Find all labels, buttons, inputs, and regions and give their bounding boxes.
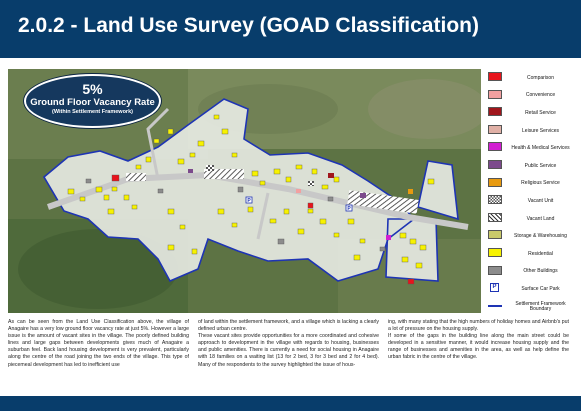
storage-warehousing-swatch bbox=[488, 230, 502, 239]
legend-label: Comparison bbox=[527, 74, 554, 81]
vacancy-rate-label: Ground Floor Vacancy Rate bbox=[30, 97, 155, 108]
text-column-1 bbox=[8, 319, 189, 369]
legend-label: Surface Car Park bbox=[521, 285, 560, 292]
svg-text:P: P bbox=[247, 198, 251, 204]
paragraph: ing, with many stating that the high numbers of holiday homes and Airbnb's put a lot of pressure on the housing supply. bbox=[388, 319, 569, 333]
legend-item-vacant-unit bbox=[486, 193, 576, 211]
legend-item-public-service bbox=[486, 158, 576, 176]
legend-item-storage-warehousing bbox=[486, 228, 576, 246]
legend-label: Other Buildings bbox=[523, 268, 558, 275]
car-park-icon: P bbox=[490, 283, 499, 292]
legend-label: Public Service bbox=[524, 162, 557, 169]
page-title: 2.0.2 - Land Use Survey (GOAD Classification) bbox=[18, 14, 479, 37]
retail-service-swatch bbox=[488, 107, 502, 116]
legend-item-residential bbox=[486, 246, 576, 264]
legend-label: Residential bbox=[528, 250, 553, 257]
legend-label: Religious Service bbox=[521, 180, 560, 187]
legend-label: Retail Service bbox=[525, 109, 556, 116]
legend-label: Storage & Warehousing bbox=[514, 233, 567, 240]
religious-service-swatch bbox=[488, 178, 502, 187]
text-column-2 bbox=[198, 319, 379, 369]
legend-item-comparison bbox=[486, 70, 576, 88]
vacancy-rate-value: 5% bbox=[82, 81, 103, 97]
legend-label: Vacant Land bbox=[526, 215, 555, 222]
paragraph: As can be seen from the Land Use Classification above, the village of Anagaire has a very low ground floor vacancy rate at just 5%. However a large issue is the amount of vacant sites in the village. The poorly defined building lines and large gaps between developments gives much of Anagaire a suburban feel. Back land housing development is very prevalent, particularly along the centre of the road joining the two ends of the village. This type of piecemeal development has led to inefficient use bbox=[8, 319, 189, 368]
legend-item-retail-service bbox=[486, 105, 576, 123]
residential-swatch bbox=[488, 248, 502, 257]
body-text bbox=[8, 319, 571, 369]
leisure-services-swatch bbox=[488, 125, 502, 134]
paragraph: of land within the settlement framework, and a village which is lacking a clearly defined urban centre. bbox=[198, 319, 379, 333]
legend-label: Convenience bbox=[525, 92, 556, 99]
map-legend bbox=[486, 70, 576, 316]
legend-label: Settlement Framework Boundary bbox=[515, 300, 566, 313]
page-header bbox=[0, 0, 581, 58]
paragraph: If some of the gaps in the building line along the main street could be developed in a sensitive manner, it would increase housing supply and the range of businesses and amenities in the area, as well as help define the urban fabric in the centre of the village. bbox=[388, 333, 569, 361]
vacancy-rate-badge bbox=[24, 74, 161, 128]
legend-item-surface-car-park bbox=[486, 281, 576, 299]
legend-item-settlement-boundary bbox=[486, 299, 576, 317]
paragraph: These vacant sites provide opportunities for a more coordinated and cohesive approach to development in the village with regards to housing, businesses and public amenities. There is currently a need for social housing in Anagaire with 18 families on a waiting list (13 for 2 bed, 3 for 3 bed and 2 for 4 bed). Many of the respondents to the survey highlighted the issue of hous- bbox=[198, 333, 379, 368]
legend-item-leisure-services bbox=[486, 123, 576, 141]
legend-label: Health & Medical Services bbox=[511, 145, 570, 152]
legend-label: Leisure Services bbox=[522, 127, 559, 134]
other-buildings-swatch bbox=[488, 266, 502, 275]
vacancy-rate-sublabel: (Within Settlement Framework) bbox=[52, 109, 133, 115]
svg-text:P: P bbox=[347, 206, 351, 212]
comparison-swatch bbox=[488, 72, 502, 81]
legend-item-religious-service bbox=[486, 176, 576, 194]
legend-item-health-medical bbox=[486, 140, 576, 158]
legend-item-vacant-land bbox=[486, 211, 576, 229]
vacant-land-swatch bbox=[488, 213, 502, 222]
legend-item-convenience bbox=[486, 88, 576, 106]
public-service-swatch bbox=[488, 160, 502, 169]
legend-item-other-buildings bbox=[486, 264, 576, 282]
text-column-3 bbox=[388, 319, 569, 369]
vacant-unit-swatch bbox=[488, 195, 502, 204]
health-medical-swatch bbox=[488, 142, 502, 151]
boundary-line-icon bbox=[488, 305, 502, 307]
legend-label: Vacant Unit bbox=[527, 197, 554, 204]
convenience-swatch bbox=[488, 90, 502, 99]
page-footer bbox=[0, 396, 581, 411]
